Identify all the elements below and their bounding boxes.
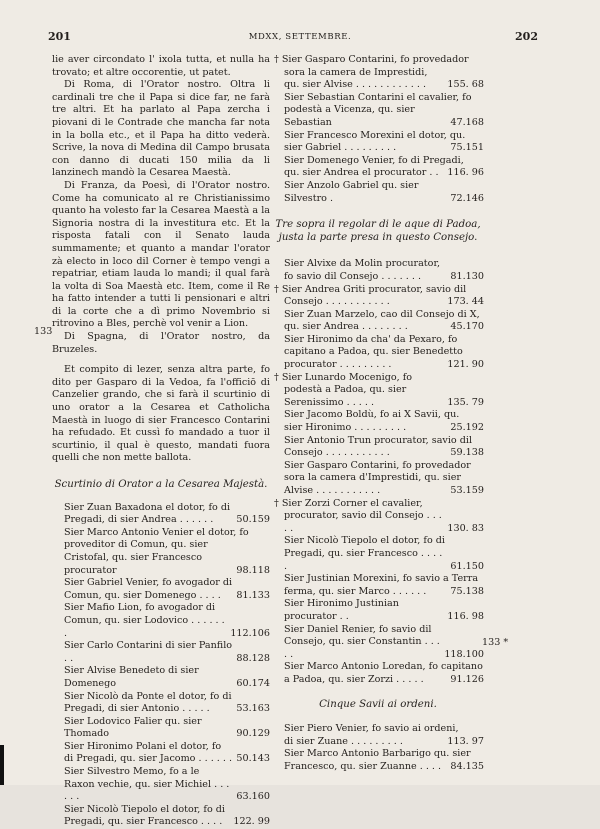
vote-count: 122. 99 — [233, 816, 270, 828]
section-title-aque-padoa: Tre sopra il regolar di le aque di Padoa, justa la parte presa in questo Consejo. — [275, 219, 481, 243]
vote-entry-line — [272, 485, 484, 498]
vote-count: 98.118 — [236, 564, 270, 576]
vote-count: 72.146 — [450, 192, 484, 204]
candidate-text: procurator . . . . . . . . . — [284, 359, 392, 371]
vote-entry — [52, 691, 270, 716]
vote-entry-line — [272, 723, 484, 736]
vote-entry-line — [272, 334, 484, 359]
candidate-text: qu. sier Andrea el procurator . . — [284, 167, 439, 179]
vote-count: 113. 97 — [447, 735, 484, 747]
vote-entry-line — [272, 409, 484, 422]
vote-entry-line — [272, 498, 484, 536]
candidate-text: Sier Gabriel Venier, fo avogador di Comun, qu. sier Domenego . . . . — [64, 577, 233, 601]
vote-entry-line — [272, 92, 484, 105]
candidate-text: Sier Hironimo Polani el dotor, fo di Pregadi, qu. sier Jacomo . . . . . . — [64, 740, 233, 765]
candidate-text: Sier Zuan Baxadona el dotor, fo di Pregadi, di sier Andrea . . . . . . — [64, 501, 231, 526]
vote-count: 47.168 — [450, 116, 484, 128]
candidate-text: sier Hironimo . . . . . . . . . — [284, 422, 407, 434]
vote-entry — [272, 661, 484, 686]
candidate-text: Sier Anzolo Gabriel qu. sier Silvestro . — [284, 179, 419, 204]
paragraph-spagna: Di Spagna, di l'Orator nostro, da Bruzeles. — [52, 331, 270, 355]
vote-entry-line — [272, 447, 484, 460]
candidate-text: Sier Nicolò da Ponte el dotor, fo di Pregadi, di sier Antonio . . . . . — [64, 690, 232, 715]
paragraph-scurtinio-intro: Et compito di lezer, senza altra parte, fo dito per Gasparo di la Vedoa, fa l'officiō di Canzelier grando, che si farà il scurtinio di uno orator a la Cesarea et Catholicha Maestà in luogo di sier Francesco Contarini ha refudado. Et cussì fo mandado a tuor il scurtinio, il qual è questo, mandati fuora quelli che non mette ballota. — [52, 364, 270, 464]
vote-count: 130. 83 — [447, 522, 484, 534]
candidate-text: Sier Francesco Morexini el dotor, qu. — [284, 129, 466, 141]
running-title: MDXX, SETTEMBRE. — [248, 32, 352, 42]
vote-count: 135. 79 — [447, 396, 484, 408]
vote-entry-line — [272, 296, 484, 309]
vote-entry — [272, 130, 484, 155]
vote-count: 75.151 — [450, 142, 484, 154]
left-column — [52, 54, 270, 829]
vote-entry — [52, 602, 270, 640]
vote-list-scurtinio — [52, 502, 270, 829]
vote-entry-line — [272, 155, 484, 168]
vote-entry — [52, 502, 270, 527]
vote-entry — [272, 460, 484, 498]
vote-entry-line — [272, 736, 484, 749]
vote-count: 116. 98 — [447, 610, 484, 622]
elected-dagger-mark: † — [274, 371, 282, 383]
vote-entry-line — [272, 258, 484, 283]
vote-count: 50.143 — [236, 753, 270, 765]
candidate-text: Sier Lunardo Mocenigo, fo podestà a Padoa, qu. sier Serenissimo . . . . . — [281, 371, 413, 408]
vote-count: 60.174 — [236, 677, 270, 689]
candidate-text: Sier Silvestro Memo, fo a le Raxon vechie, qu. sier Michiel . . . . . . — [64, 766, 230, 803]
candidate-text: Sier Marco Antonio Barbarigo qu. sier — [284, 748, 471, 760]
vote-entry-line — [272, 142, 484, 155]
vote-entry-line — [52, 640, 270, 665]
vote-entry-line — [272, 586, 484, 599]
vote-entry-line — [272, 180, 484, 205]
vote-count: 118.100 — [444, 648, 484, 660]
candidate-text: di sier Zuane . . . . . . . . . — [284, 735, 403, 747]
vote-count: 63.160 — [236, 791, 270, 803]
scan-edge-mark — [0, 745, 4, 785]
candidate-text: sora la camera de Imprestidi, qu. sier Alvise . . . . . . . . . . . . — [284, 66, 428, 91]
vote-entry — [272, 409, 484, 434]
vote-entry — [52, 804, 270, 829]
vote-entry — [272, 435, 484, 460]
vote-entry — [272, 535, 484, 573]
vote-entry — [272, 748, 484, 773]
vote-count: 53.159 — [450, 485, 484, 496]
candidate-text: Sier Alvise Benedeto di sier Domenego — [64, 665, 199, 689]
candidate-text: Sier Antonio Trun procurator, savio dil — [284, 434, 473, 446]
candidate-text: Sier Marco Antonio Loredan, fo capitano — [284, 661, 483, 673]
vote-entry-line — [272, 54, 484, 67]
candidate-text: Sier Domenego Venier, fo di Pregadi, — [284, 154, 464, 166]
vote-count: 88.128 — [236, 652, 270, 664]
vote-entry — [52, 716, 270, 741]
vote-entry-line — [52, 577, 270, 602]
vote-count: 84.135 — [450, 760, 484, 772]
vote-entry — [272, 372, 484, 410]
candidate-text: Sier Marco Antonio Venier el dotor, fo — [64, 526, 249, 538]
candidate-text: Alvise . . . . . . . . . . . — [284, 485, 381, 496]
vote-entry-line — [272, 372, 484, 410]
vote-count: 90.129 — [236, 728, 270, 740]
vote-count: 91.126 — [450, 673, 484, 685]
vote-count: 112.106 — [230, 627, 270, 639]
vote-count: 173. 44 — [447, 296, 484, 308]
vote-entry — [272, 573, 484, 598]
paragraph-franza: Di Franza, da Poesì, di l'Orator nostro. Come ha comunicato al re Christianissimo quanto ha volesto far la Cesarea Maestà a la Signoria nostra di la investitura etc. Et la risposta fatali con il Senato lauda summamente; et quanto a mandar l'orator zà electo in loco dil Corner è tempo vengi a repatriar, etiam lauda lo mandi; il qual farà la volta di Soa Maestà etc. Item, come il Re ha fatto intender a tutti li pensionari e altri di la corte che a dì primo Novembrio si ritrovino a Bles, perchè vol venir a Lion. — [52, 179, 270, 330]
page-number-right: 202 — [515, 30, 538, 43]
vote-entry-line — [272, 130, 484, 143]
candidate-text: sora la camera d'Imprestidi, qu. sier — [284, 472, 462, 484]
page-header — [0, 30, 600, 46]
vote-count: 53.163 — [236, 703, 270, 715]
vote-count: 121. 90 — [447, 359, 484, 371]
candidate-text: Sier Justinian Morexini, fo savio a Terra — [284, 573, 479, 585]
vote-count: 155. 68 — [447, 79, 484, 91]
elected-dagger-mark: † — [274, 497, 282, 509]
candidate-text: Sier Alvixe da Molin procurator, fo savio dil Consejo . . . . . . . — [284, 258, 441, 282]
paragraph-continuation: lie aver circondato l' ixola tutta, et nulla ha trovato; et altre occorentie, ut patet. — [52, 54, 270, 78]
vote-list-aque-padoa — [272, 258, 484, 686]
vote-entry — [272, 598, 484, 623]
vote-entry-line — [272, 535, 484, 573]
vote-entry — [272, 309, 484, 334]
candidate-text: qu. sier Andrea . . . . . . . . — [284, 321, 408, 333]
vote-entry-line — [272, 598, 484, 623]
candidate-text: ferma, qu. sier Marco . . . . . . — [284, 585, 427, 597]
vote-entry-line — [272, 167, 484, 180]
candidate-text: a Padoa, qu. sier Zorzi . . . . . — [284, 673, 424, 685]
vote-entry-line — [272, 674, 484, 687]
vote-entry — [52, 640, 270, 665]
vote-count: 75.138 — [450, 585, 484, 597]
elected-dagger-mark: † — [274, 283, 282, 295]
vote-count: 81.130 — [450, 270, 484, 282]
paragraph-roma: Di Roma, di l'Orator nostro. Oltra li cardinali tre che il Papa si dice far, ne farà tre altri. Et ha parlato al Papa zercha i piovani di le Contrade che mancha far nota in la bolla etc., et il Papa ha ditto vederà. Scrive, la nova di Medina dil Campo brusata con danno di ducati 150 milia da li lanzinech mandò la Cesarea Maestà. — [52, 79, 270, 179]
candidate-text: Sier Gasparo Contarini, fo provedador — [281, 54, 469, 65]
vote-entry — [272, 92, 484, 130]
vote-entry-line — [272, 661, 484, 674]
candidate-text: Sier Andrea Griti procurator, savio dil — [281, 283, 467, 295]
right-column — [272, 54, 484, 773]
vote-entry — [272, 624, 484, 662]
vote-entry-line — [52, 691, 270, 716]
vote-entry — [272, 180, 484, 205]
vote-entry-line — [272, 472, 484, 485]
candidate-text: Sier Jacomo Boldù, fo ai X Savii, qu. — [284, 409, 460, 421]
vote-entry-line — [52, 602, 270, 640]
vote-count: 61.150 — [450, 560, 484, 572]
page-number-left: 201 — [48, 30, 71, 43]
candidate-text: Consejo . . . . . . . . . . . — [284, 447, 390, 459]
elected-dagger-mark: † — [274, 54, 282, 65]
candidate-text: Francesco, qu. sier Zuanne . . . . — [284, 760, 442, 772]
vote-entry-line — [272, 67, 484, 92]
vote-list-savii-ordeni — [272, 723, 484, 773]
margin-note-right: 133 * — [482, 637, 509, 648]
vote-entry-line — [272, 422, 484, 435]
candidate-text: podestà a Vicenza, qu. sier Sebastian — [284, 104, 415, 128]
vote-list-continued — [272, 54, 484, 205]
vote-entry-line — [272, 309, 484, 322]
vote-entry — [272, 498, 484, 536]
candidate-text: Sier Nicolò Tiepolo el dotor, fo di Pregadi, qu. sier Francesco . . . . — [64, 803, 225, 828]
candidate-text: sier Gabriel . . . . . . . . . — [284, 142, 397, 154]
vote-count: 25.192 — [450, 422, 484, 434]
vote-entry-line — [272, 359, 484, 372]
vote-count: 59.138 — [450, 447, 484, 459]
vote-entry-line — [272, 624, 484, 662]
candidate-text: Sier Sebastian Contarini el cavalier, fo — [284, 91, 472, 103]
candidate-text: Sier Hironimo da cha' da Pexaro, fo capitano a Padoa, qu. sier Benedetto — [284, 333, 463, 358]
candidate-text: Consejo . . . . . . . . . . . — [284, 296, 390, 308]
vote-entry — [272, 723, 484, 748]
section-title-scurtinio: Scurtinio di Orator a la Cesarea Majestà. — [54, 479, 268, 490]
vote-entry-line — [272, 321, 484, 334]
vote-entry-line — [52, 741, 270, 766]
vote-entry-line — [52, 804, 270, 829]
vote-entry-line — [272, 460, 484, 473]
vote-entry-line — [272, 748, 484, 761]
margin-note-left: 133 — [34, 326, 53, 337]
vote-entry-line — [52, 527, 270, 540]
vote-entry-line — [52, 539, 270, 577]
candidate-text: Sier Mafio Lion, fo avogador di Comun, qu. sier Lodovico . . . . . . . — [64, 602, 225, 639]
vote-count: 81.133 — [236, 589, 270, 601]
vote-entry — [272, 258, 484, 283]
candidate-text: Sier Lodovico Falier qu. sier Thomado — [64, 715, 202, 740]
candidate-text: Sier Nicolò Tiepolo el dotor, fo di Pregadi, qu. sier Francesco . . . . . — [284, 535, 445, 572]
vote-entry — [272, 155, 484, 180]
vote-entry — [272, 284, 484, 309]
candidate-text: proveditor di Comun, qu. sier Cristofal, qu. sier Francesco procurator — [64, 539, 208, 576]
vote-entry-line — [52, 502, 270, 527]
vote-count: 116. 96 — [447, 167, 484, 179]
candidate-text: Sier Zorzi Corner el cavalier, procurator, savio dil Consejo . . . . . — [281, 497, 442, 534]
vote-entry-line — [52, 665, 270, 690]
vote-entry-line — [272, 573, 484, 586]
vote-count: 50.159 — [236, 514, 270, 526]
candidate-text: Sier Carlo Contarini di sier Panfilo . . — [64, 640, 233, 664]
vote-entry-line — [52, 716, 270, 741]
vote-entry — [52, 527, 270, 577]
vote-entry-line — [272, 761, 484, 774]
candidate-text: Sier Piero Venier, fo savio ai ordeni, — [284, 723, 459, 735]
candidate-text: Sier Gasparo Contarini, fo provedador — [284, 459, 471, 471]
vote-entry — [272, 334, 484, 372]
section-title-savii-ordeni: Cinque Savii ai ordeni. — [319, 698, 437, 710]
candidate-text: Sier Daniel Renier, fo savio dil Consejo, qu. sier Constantin . . . . . — [284, 623, 440, 660]
candidate-text: Sier Zuan Marzelo, cao dil Consejo di X, — [284, 308, 480, 320]
vote-entry-line — [272, 284, 484, 297]
vote-entry-line — [272, 104, 484, 129]
vote-entry — [52, 741, 270, 766]
vote-count: 45.170 — [450, 321, 484, 333]
vote-entry — [272, 54, 484, 92]
vote-entry — [52, 577, 270, 602]
vote-entry-line — [272, 435, 484, 448]
vote-entry — [52, 665, 270, 690]
candidate-text: Sier Hironimo Justinian procurator . . — [284, 598, 399, 622]
